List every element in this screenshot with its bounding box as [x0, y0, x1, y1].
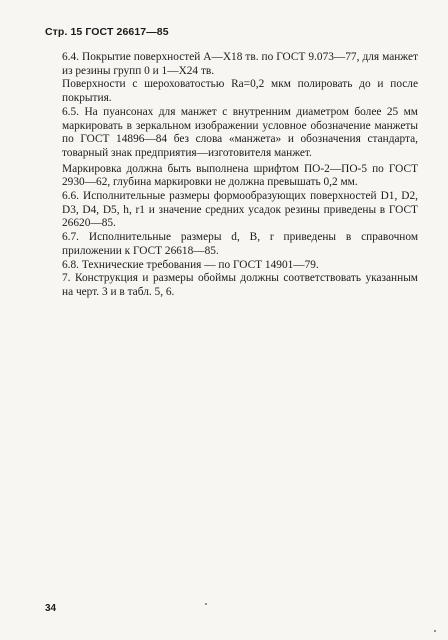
paragraph-6-7: 6.7. Исполнительные размеры d, B, r приведены в справочном приложении к ГОСТ 26618—85.	[62, 231, 418, 257]
paragraph-6-8: 6.8. Технические требования — по ГОСТ 14901—79.	[62, 258, 319, 271]
scan-speck	[205, 603, 207, 605]
paragraph-7: 7. Конструкция и размеры обоймы должны соответствовать указанным на черт. 3 и в табл. 5, 6.	[62, 272, 418, 298]
paragraph-6-4: 6.4. Покрытие поверхностей А—Х18 тв. по ГОСТ 9.073—77, для манжет из резины групп 0 и 1—Х24 тв.	[62, 51, 418, 77]
paragraph-6-6: 6.6. Исполнительные размеры формообразующих поверхностей D1, D2, D3, D4, D5, h, r1 и значение средних усадок резины приведены в ГОСТ 26620—85.	[62, 190, 418, 230]
paragraph-marking: Маркировка должна быть выполнена шрифтом ПО-2—ПО-5 по ГОСТ 2930—62, глубина маркировки не должна превышать 0,2 мм.	[62, 162, 418, 189]
body-text	[62, 51, 418, 300]
paragraph-6-5: 6.5. На пуансонах для манжет с внутренним диаметром более 25 мм маркировать в зеркальном изображении условное обозначение манжеты по ГОСТ 14896—84 без слова «манжета» и обозначения стандарта, товарный знак предприятия—изготовителя манжет.	[62, 105, 418, 159]
paragraph-roughness: Поверхности с шероховатостью Ra=0,2 мкм полировать до и после покрытия.	[62, 78, 418, 105]
scan-speck	[434, 630, 436, 632]
page-number: 34	[45, 603, 57, 614]
running-head: Стр. 15 ГОСТ 26617—85	[45, 26, 169, 38]
